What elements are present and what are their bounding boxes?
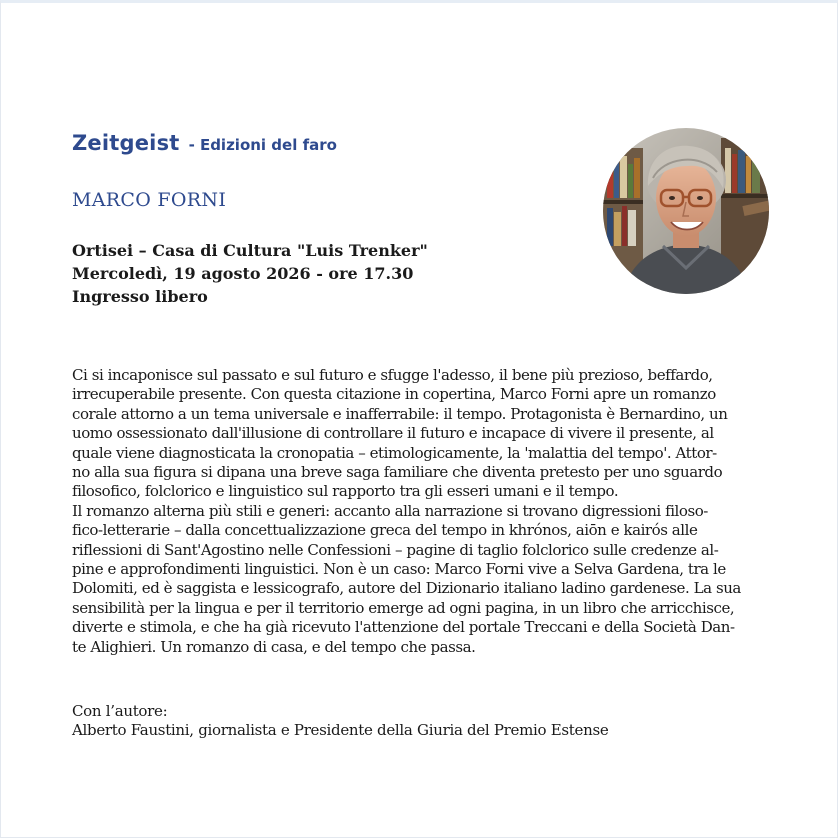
event-details [72, 239, 428, 308]
description-line: pine e approfondimenti linguistici. Non è un caso: Marco Forni vive a Selva Gardena, tra le [72, 560, 726, 579]
description-line: fico-letterarie – dalla concettualizzazione greca del tempo in khrónos, aiōn e kairós alle [72, 521, 698, 540]
header-separator: - [188, 136, 195, 154]
description-line: irrecuperabile presente. Con questa citazione in copertina, Marco Forni apre un romanzo [72, 385, 716, 404]
event-admission: Ingresso libero [72, 287, 208, 306]
with-author-section [72, 702, 608, 741]
guest-speaker: Alberto Faustini, giornalista e Presidente della Giuria del Premio Estense [72, 721, 609, 740]
description-line: sensibilità per la lingua e per il territorio emerge ad ogni pagina, in un libro che arricchisce, [72, 598, 735, 617]
description-line: Dolomiti, ed è saggista e lessicografo, autore del Dizionario italiano ladino gardenese. La sua [72, 579, 741, 598]
description-line: diverte e stimola, e che ha già ricevuto l'attenzione del portale Treccani e della Società Dan- [72, 618, 735, 637]
publisher-header [72, 131, 337, 155]
author-portrait-photo [603, 128, 769, 294]
event-datetime: Mercoledì, 19 agosto 2026 - ore 17.30 [72, 264, 414, 283]
description-line: corale attorno a un tema universale e inafferrabile: il tempo. Protagonista è Bernardino, un [72, 404, 728, 423]
publisher-edition: Edizioni del faro [199, 136, 337, 154]
description-line: uomo ossessionato dall'illusione di controllare il futuro e incapace di vivere il presente, al [72, 424, 714, 443]
description-line: Il romanzo alterna più stili e generi: accanto alla narrazione si trovano digressioni filoso- [72, 501, 708, 520]
description-line: filosofico, folclorico e linguistico sul rapporto tra gli esseri umani e il tempo. [72, 482, 619, 501]
description-line: riflessioni di Sant'Agostino nelle Confessioni – pagine di taglio folclorico sulle credenze al- [72, 540, 719, 559]
description-line: te Alighieri. Un romanzo di casa, e del tempo che passa. [72, 637, 476, 656]
publisher-name: Zeitgeist [72, 131, 180, 155]
with-author-label: Con l’autore: [72, 702, 168, 720]
book-description [72, 366, 772, 657]
event-location: Ortisei – Casa di Cultura "Luis Trenker" [72, 241, 428, 260]
description-line: quale viene diagnosticata la cronopatia – etimologicamente, la 'malattia del tempo'. Attor- [72, 443, 717, 462]
author-portrait-illustration [603, 128, 769, 294]
description-line: no alla sua figura si dipana una breve saga familiare che diventa pretesto per uno sguardo [72, 463, 723, 482]
description-line: Ci si incaponisce sul passato e sul futuro e sfugge l'adesso, il bene più prezioso, beffardo, [72, 366, 713, 384]
author-name: MARCO FORNI [72, 189, 227, 211]
